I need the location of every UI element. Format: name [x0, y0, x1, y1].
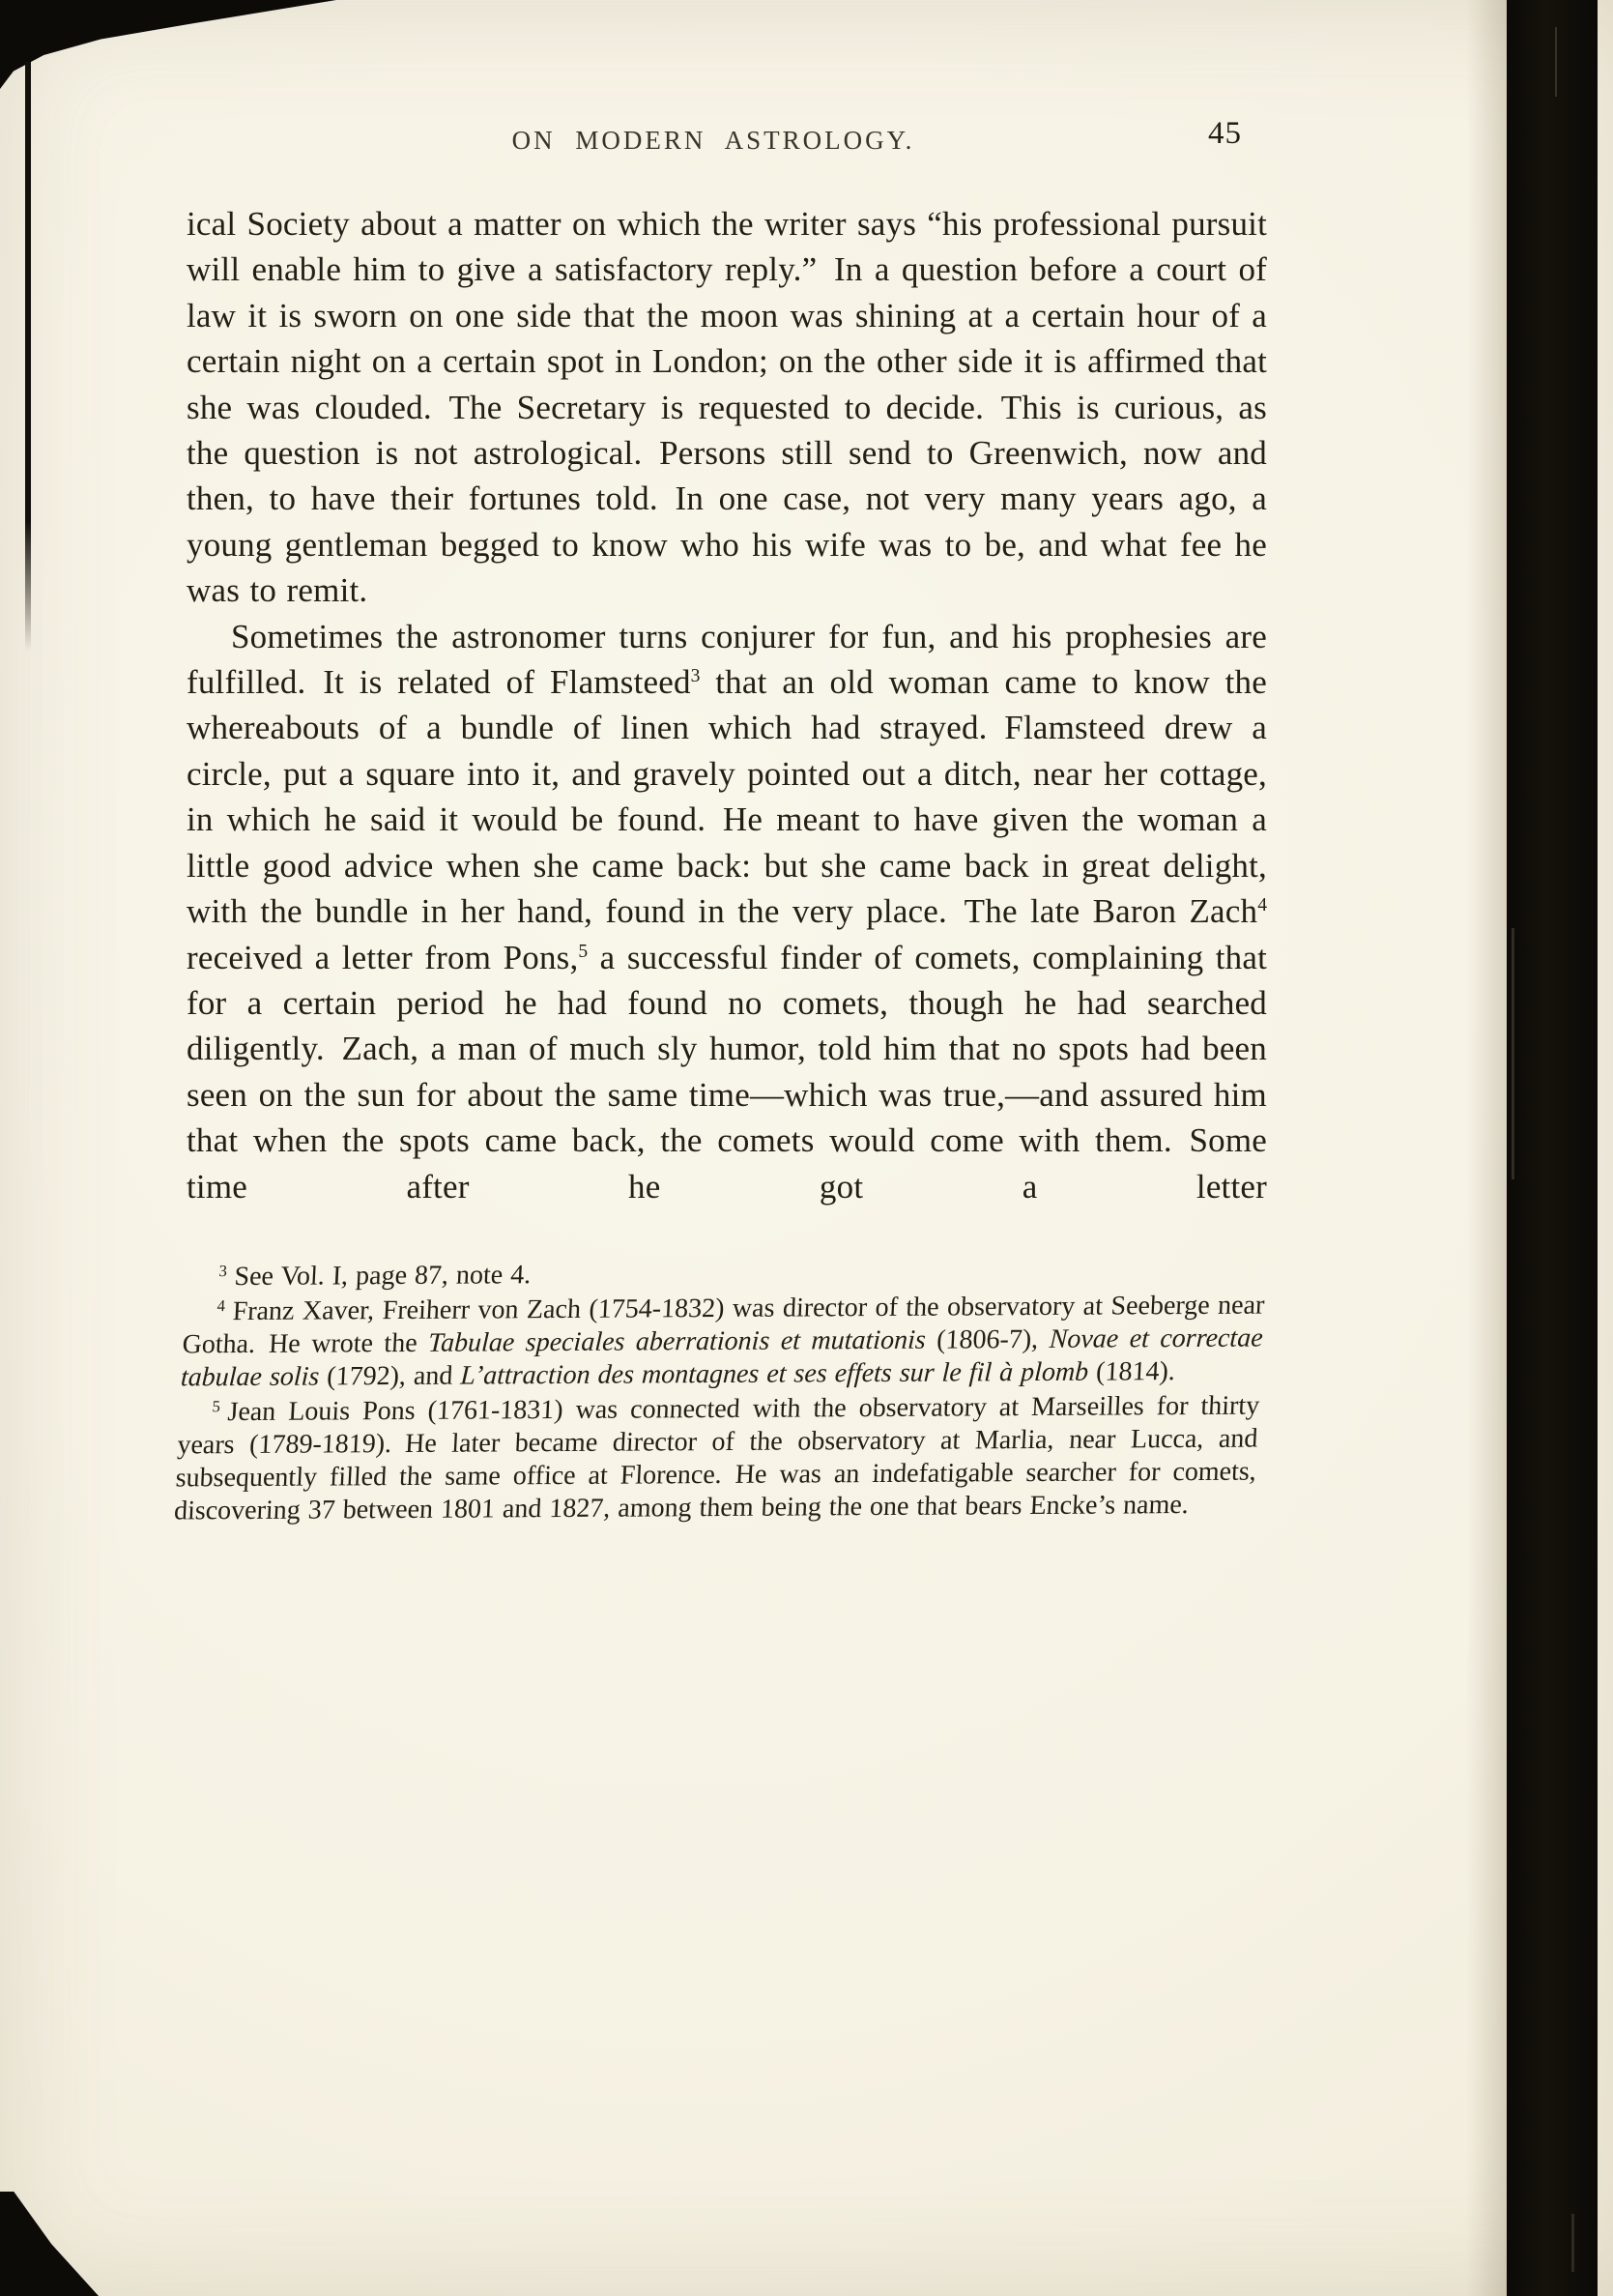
- para2-text-3: received a letter from Pons,: [187, 938, 579, 976]
- footnote-ref-3: 3: [690, 665, 701, 686]
- footnote-4-text-4: (1814).: [1087, 1356, 1176, 1387]
- footnote-3-text: See Vol. I, page 87, note 4.: [233, 1260, 533, 1293]
- para2-text-1: Sometimes the astronomer turns conjurer for fun, and his prophesies are fulfilled. It is related of Flamsteed: [187, 617, 1267, 702]
- footnote-4-title-3: L’attraction des montagnes et ses effets sur le fil à plomb: [459, 1356, 1089, 1391]
- running-title: ON MODERN ASTROLOGY.: [511, 126, 915, 155]
- footnote-4: [180, 1289, 1265, 1394]
- para2-text-4: a successful finder of comets, complaining that for a certain period he had found no comets, though he had searched diligently. Zach, a man of much sly humor, told him that no spots had been seen on the sun for about the same time—which was true,—and assured him that when the spots came back, the comets would come with them. Some time after he got a letter: [187, 938, 1268, 1206]
- footnote-marker-3: 3: [218, 1261, 228, 1280]
- footnote-marker-4: 4: [216, 1295, 226, 1315]
- spine-shadow: [1466, 0, 1507, 2296]
- body-paragraph-2: [187, 614, 1267, 1209]
- page-content: [173, 116, 1268, 1526]
- body-paragraph-1: ical Society about a matter on which the writer says “his professional pursuit will enable him to give a satisfactory reply.” In a question before a court of law it is sworn on one side that the moon was shining at a certain hour of a certain night on a certain spot in London; on the other side it is affirmed that she was clouded. The Secretary is requested to decide. This is curious, as the question is not astrological. Persons still send to Greenwich, now and then, to have their fortunes told. In one case, not very many years ago, a young gentleman begged to know who his wife was to be, and what fee he was to remit.: [187, 205, 1267, 610]
- spine-scratch: [1555, 27, 1557, 97]
- book-edge-left-line: [25, 62, 31, 652]
- footnote-4-text-3: (1792), and: [318, 1360, 462, 1392]
- para2-text-2: that an old woman came to know the whereabouts of a bundle of linen which had strayed. Flamsteed drew a circle, put a square into it, and gravely pointed out a ditch, near her cottage, in which he said it would be found. He meant to have given the woman a little good advice when she came back: but she came back in great delight, with the bundle in her hand, found in the very place. The late Baron Zach: [187, 663, 1267, 931]
- book-edge-top-left: [0, 0, 336, 89]
- footnote-5-text: Jean Louis Pons (1761-1831) was connected with the observatory at Marseilles for thirty years (1789-1819). He later became director of the observatory at Marlia, near Lucca, and subsequently filled the same office at Florence. He was an indefatigable searcher for comets, discovering 37 between 1801 and 1827, among them being the one that bears Encke’s name.: [173, 1390, 1260, 1526]
- book-spine-bar: [1507, 0, 1598, 2296]
- footnote-ref-4: 4: [1257, 894, 1267, 915]
- footnote-marker-5: 5: [212, 1396, 221, 1415]
- footnote-5: [173, 1390, 1260, 1528]
- running-header: [187, 116, 1267, 170]
- spine-scratch: [1512, 928, 1514, 1179]
- footnote-4-title-1: Tabulae speciales aberrationis et mutationis: [427, 1324, 927, 1358]
- footnote-4-text-2: (1806-7),: [925, 1323, 1051, 1355]
- footnote-ref-5: 5: [578, 941, 589, 962]
- footnote-3: [185, 1254, 1267, 1293]
- footnote-4-text-1: Franz Xaver, Freiherr von Zach (1754-1832) was director of the observatory at Seeberge near Gotha. He wrote the: [181, 1290, 1266, 1360]
- page-number: 45: [1208, 116, 1242, 151]
- book-edge-bottom-left: [0, 2192, 99, 2296]
- footnotes-section: [173, 1254, 1267, 1527]
- footnote-4-title-2: Novae et correctae tabulae solis: [180, 1322, 1264, 1393]
- spine-scratch: [1571, 2214, 1574, 2272]
